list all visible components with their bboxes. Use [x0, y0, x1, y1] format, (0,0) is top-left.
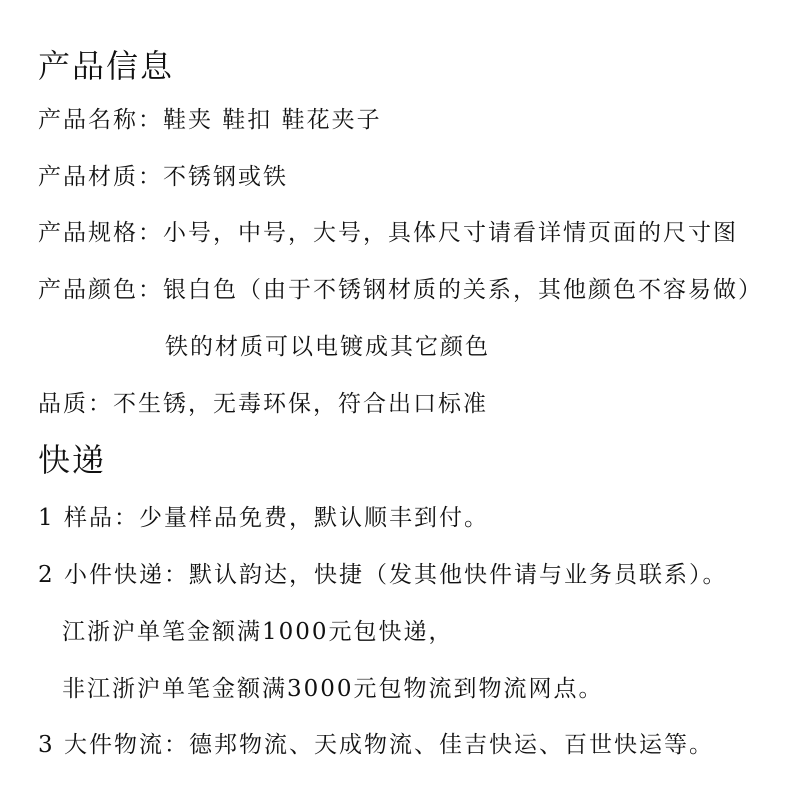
product-color-note-line: 铁的材质可以电镀成其它颜色	[165, 334, 490, 360]
shipping-small-line: 2 小件快递：默认韵达，快捷（发其他快件请与业务员联系）。	[38, 562, 728, 588]
product-name-line: 产品名称：鞋夹 鞋扣 鞋花夹子	[38, 107, 382, 133]
product-quality-line: 品质：不生锈，无毒环保，符合出口标准	[38, 391, 488, 417]
shipping-samples-line: 1 样品：少量样品免费，默认顺丰到付。	[38, 505, 489, 531]
product-spec-line: 产品规格：小号，中号，大号，具体尺寸请看详情页面的尺寸图	[38, 220, 738, 246]
product-info-heading: 产品信息	[38, 47, 175, 85]
product-material-line: 产品材质：不锈钢或铁	[38, 164, 288, 190]
shipping-heading: 快递	[38, 441, 107, 479]
shipping-small-note-1: 江浙沪单笔金额满1000元包快递，	[62, 619, 454, 645]
shipping-small-note-2: 非江浙沪单笔金额满3000元包物流到物流网点。	[62, 676, 604, 702]
product-color-line: 产品颜色：银白色（由于不锈钢材质的关系，其他颜色不容易做）	[38, 277, 763, 303]
shipping-large-line: 3 大件物流：德邦物流、天成物流、佳吉快运、百世快运等。	[38, 732, 714, 758]
